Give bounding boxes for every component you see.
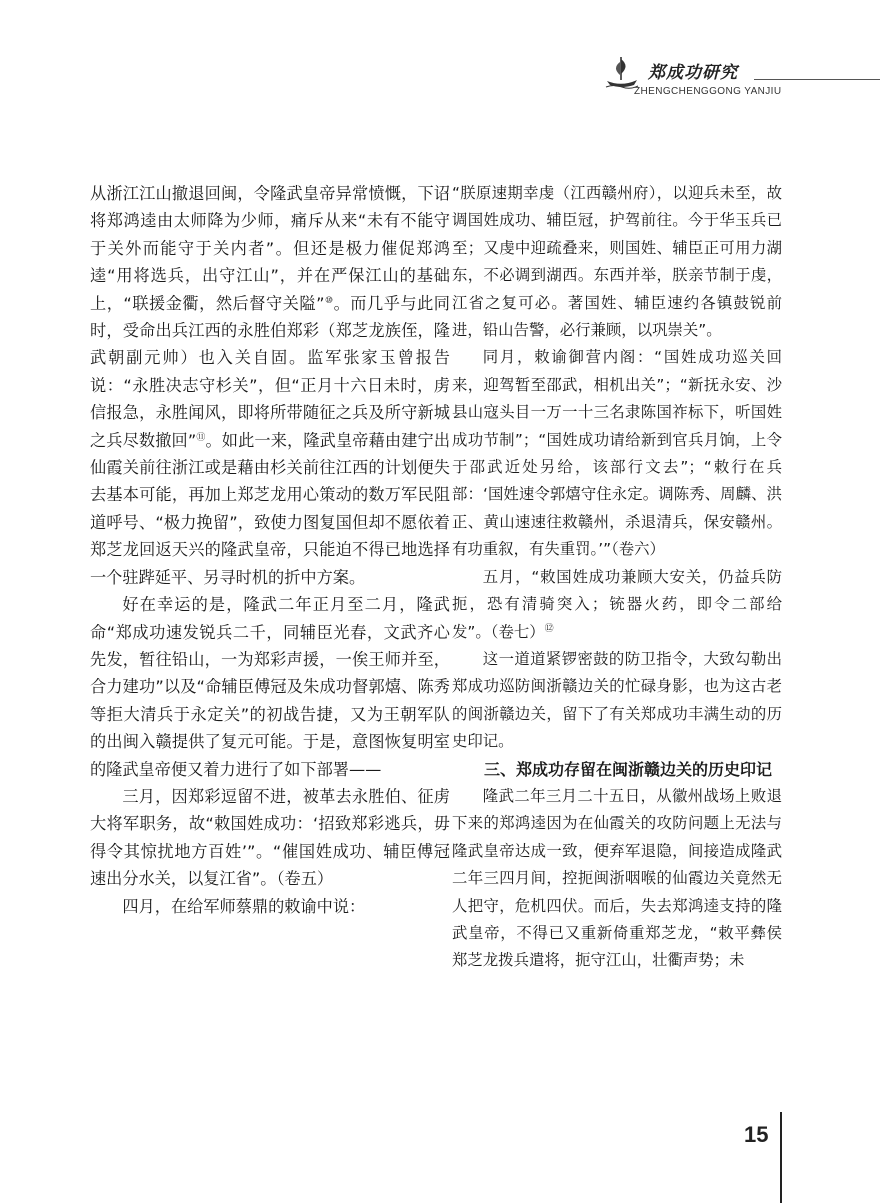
paragraph: 隆武二年三月二十五日，从徽州战场上败退下来的郑鸿逵因为在仙霞关的攻防问题上无法与隆武皇帝达成一致，便弃军退隐，间接造成隆武二年三四月间，控扼闽浙咽喉的仙霞边关竟然无人把守，危机四伏。而后，失去郑鸿逵支持的隆武皇帝，不得已又重新倚重郑芝龙，“敕平彝侯郑芝龙拨兵遣将，扼守江山，壮衢声势；未 (452, 786, 782, 970)
journal-header (604, 52, 880, 104)
left-column (90, 180, 450, 920)
header-rule (754, 79, 880, 80)
footnote-ref: ⑪ (196, 432, 206, 443)
paragraph: “朕原速期幸虔（江西赣州府），以迎兵未至，故调国姓成功、辅臣冠，护驾前往。今于华玉兵已至；又虔中迎疏叠来，则国姓、辅臣正可用力湖东，不必调到湖西。东西并举，朕亲节制于虔，江省之复可必。著国姓、辅臣速约各镇鼓锐前进，铅山告警，必行兼顾，以巩崇关”。 (452, 184, 782, 340)
footer-rule (780, 1112, 782, 1203)
footnote-ref: ⑫ (544, 623, 554, 634)
section-heading: 三、郑成功存留在闽浙赣边关的历史印记 (484, 759, 773, 779)
paragraph: 三月，因郑彩逗留不进，被革去永胜伯、征虏大将军职务，故“敕国姓成功：‘招致郑彩逃兵，毋得令其惊扰地方百姓’”。“催国姓成功、辅臣傅冠速出分水关，以复江省”。（卷五） (90, 786, 450, 889)
right-column (452, 180, 782, 975)
journal-title: 郑成功研究 (648, 63, 738, 83)
paragraph: 五月，“敕国姓成功兼顾大安关，仍益兵防扼，恐有清骑突入；铳器火药，即令二部给发”。（卷七）⑫ (452, 567, 782, 641)
paragraph: 同月，敕谕御营内阁：“国姓成功巡关回来，迎驾暂至邵武，相机出关”；“新抚永安、沙县山寇头目一万一十三名隶陈国祚标下，听国姓成功节制”；“国姓成功请给新到官兵月饷，上令于邵武近处另给，该部行文去”；“敕行在兵部：‘国姓速令郭熺守住永定。调陈秀、周麟、洪正、黄山速速往救赣州，杀退清兵，保安赣州。有功重叙，有失重罚。’”（卷六） (452, 348, 782, 559)
page-number: 15 (744, 1122, 769, 1147)
ship-logo-icon (604, 54, 640, 90)
paragraph: 好在幸运的是，隆武二年正月至二月，隆武命“郑成功速发锐兵二千，同辅臣光春，文武齐心先发，暂往铅山，一为郑彩声援，一俟王师并至，合力建功”以及“命辅臣傅冠及朱成功督郭熺、陈秀等拒大清兵于永定关”的初战告捷，又为王朝军队的出闽入赣提供了复元可能。于是，意图恢复明室的隆武皇帝便又着力进行了如下部署—— (90, 595, 450, 779)
paragraph: 这一道道紧锣密鼓的防卫指令，大致勾勒出郑成功巡防闽浙赣边关的忙碌身影，也为这古老的闽浙赣边关，留下了有关郑成功丰满生动的历史印记。 (452, 649, 782, 751)
journal-subtitle: ZHENGCHENGGONG YANJIU (634, 86, 782, 97)
paragraph: 从浙江江山撤退回闽，令隆武皇帝异常愤慨，下诏将郑鸿逵由太师降为少师，痛斥从来“未有不能守于关外而能守于关内者”。但还是极力催促郑鸿逵“用将选兵，出守江山”，并在严保江山的基础上，“联援金衢，然后督守关隘”⑩。而几乎与此同时，受命出兵江西的永胜伯郑彩（郑芝龙族侄，隆武朝副元帅）也入关自固。监军张家玉曾报告说：“永胜决志守杉关”，但“正月十六日未时，虏信报急，永胜闻风，即将所带随征之兵及所守新城之兵尽数撤回”⑪。如此一来，隆武皇帝藉由建宁出仙霞关前往浙江或是藉由杉关前往江西的计划便失去基本可能，再加上郑芝龙用心策动的数万军民阻道呼号、“极力挽留”，致使力图复国但却不愿依着郑芝龙回返天兴的隆武皇帝，只能迫不得已地选择一个驻跸延平、另寻时机的折中方案。 (90, 184, 451, 587)
footnote-ref: ⑩ (324, 295, 334, 306)
paragraph: 四月，在给军师蔡鼎的敕谕中说： (122, 896, 366, 916)
